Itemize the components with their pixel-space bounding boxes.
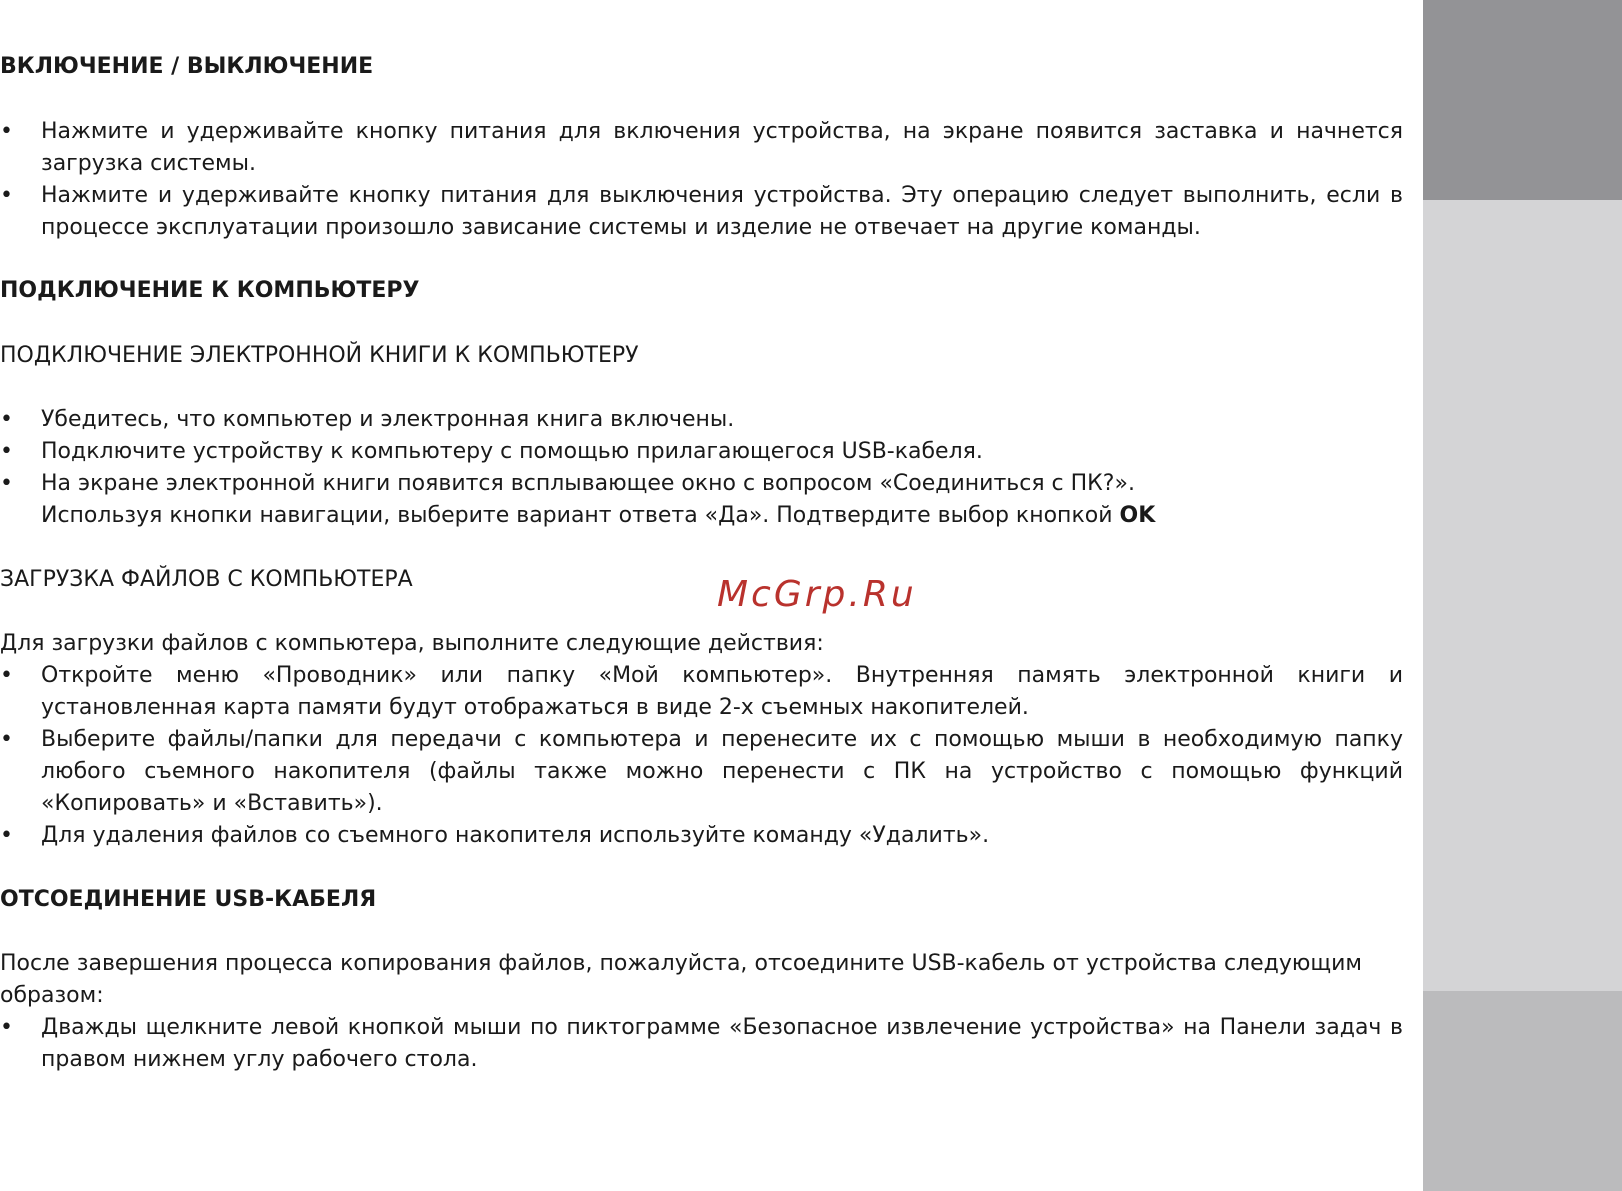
side-strip-top — [1423, 0, 1622, 200]
bullet-icon: • — [0, 471, 13, 496]
section-heading-connect: ПОДКЛЮЧЕНИЕ К КОМПЬЮТЕРУ — [0, 278, 420, 303]
list-item-text: Для удаления файлов со съемного накопителя используйте команду «Удалить». — [41, 823, 990, 848]
list-item — [0, 1012, 1403, 1076]
section-heading-power: ВКЛЮЧЕНИЕ / ВЫКЛЮЧЕНИЕ — [0, 54, 374, 79]
list-item — [0, 724, 1403, 820]
continuation-text: Используя кнопки навигации, выберите вариант ответа «Да». Подтвердите выбор кнопкой — [41, 503, 1113, 528]
section-heading-disconnect: ОТСОЕДИНЕНИЕ USB-КАБЕЛЯ — [0, 887, 377, 912]
list-item — [0, 180, 1403, 244]
bullet-icon: • — [0, 663, 13, 688]
bullet-icon: • — [0, 407, 13, 432]
list-item-text: Выберите файлы/папки для передачи с компьютера и перенесите их с помощью мыши в необходимую папку любого съемного накопителя (файлы также можно перенести с ПК на устройство с помощью функций «Копировать» и «Вставить»). — [41, 727, 1403, 816]
list-item — [0, 404, 1403, 436]
bullet-icon: • — [0, 119, 13, 144]
list-item-text: Нажмите и удерживайте кнопку питания для выключения устройства. Эту операцию следует выполнить, если в процессе эксплуатации произошло зависание системы и изделие не отвечает на другие команды. — [41, 183, 1403, 240]
list-item — [0, 468, 1403, 500]
side-strip-bottom — [1423, 991, 1622, 1191]
list-item — [0, 820, 1403, 852]
section-heading-upload: ЗАГРУЗКА ФАЙЛОВ С КОМПЬЮТЕРА — [0, 567, 413, 592]
list-item-text: Убедитесь, что компьютер и электронная книга включены. — [41, 407, 735, 432]
section-intro-disconnect: После завершения процесса копирования файлов, пожалуйста, отсоедините USB-кабель от устройства следующим образом: — [0, 951, 1362, 1008]
side-strip-middle — [1423, 200, 1622, 991]
list-item — [0, 116, 1403, 180]
bullet-icon: • — [0, 823, 13, 848]
bullet-icon: • — [0, 1015, 13, 1040]
section-subheading-connect: ПОДКЛЮЧЕНИЕ ЭЛЕКТРОННОЙ КНИГИ К КОМПЬЮТЕРУ — [0, 343, 639, 368]
list-item-text: Дважды щелкните левой кнопкой мыши по пиктограмме «Безопасное извлечение устройства» на Панели задач в правом нижнем углу рабочего стола. — [41, 1015, 1403, 1072]
list-item — [0, 436, 1403, 468]
list-item-text: Откройте меню «Проводник» или папку «Мой компьютер». Внутренняя память электронной книги и установленная карта памяти будут отображаться в виде 2-х съемных накопителей. — [41, 663, 1403, 720]
list-item-continuation — [0, 500, 1403, 532]
ok-label: OK — [1119, 503, 1156, 528]
list-item-text: Нажмите и удерживайте кнопку питания для включения устройства, на экране появится заставка и начнется загрузка системы. — [41, 119, 1403, 176]
bullet-icon: • — [0, 727, 13, 752]
bullet-icon: • — [0, 439, 13, 464]
list-item — [0, 660, 1403, 724]
section-intro-upload: Для загрузки файлов с компьютера, выполните следующие действия: — [0, 631, 824, 656]
list-item-text: На экране электронной книги появится всплывающее окно с вопросом «Соединиться с ПК?». — [41, 471, 1135, 496]
watermark: McGrp.Ru — [717, 574, 917, 615]
bullet-icon: • — [0, 183, 13, 208]
list-item-text: Подключите устройству к компьютеру с помощью прилагающегося USB-кабеля. — [41, 439, 983, 464]
